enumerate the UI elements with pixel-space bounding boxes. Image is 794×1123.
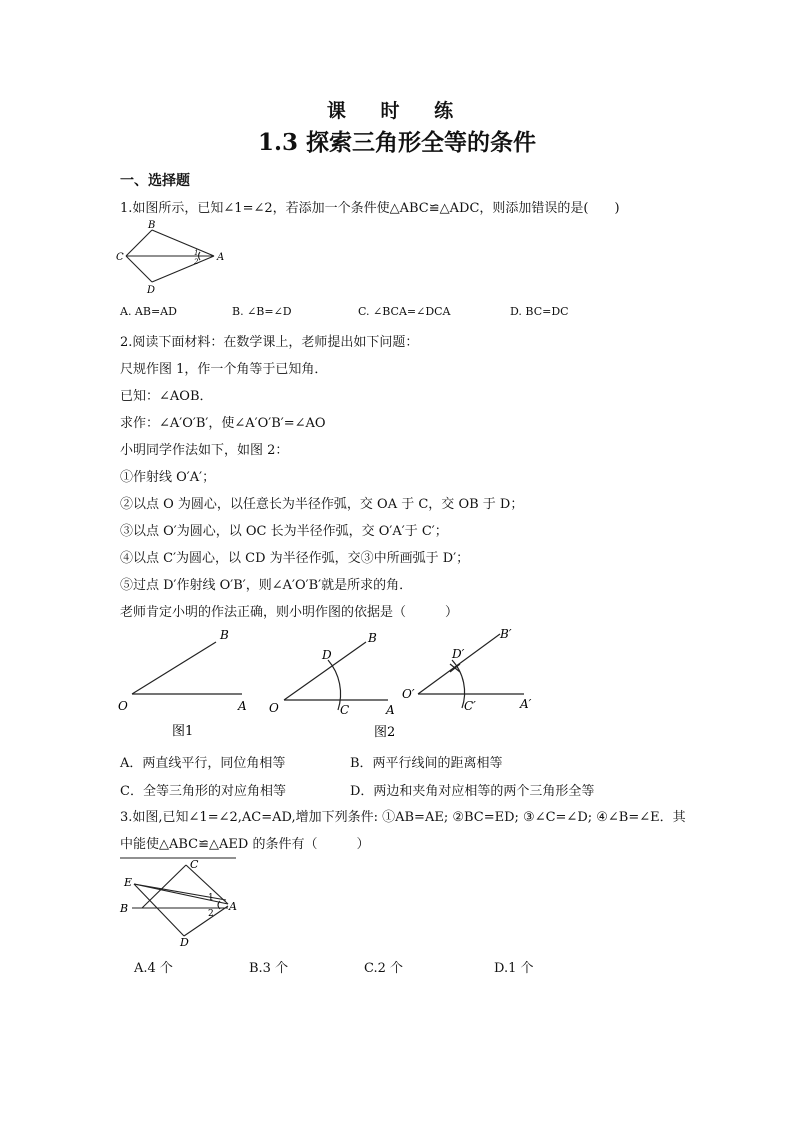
q1-option-a: A. AB=AD [120, 305, 177, 318]
fig3-label-o: O′ [402, 687, 415, 701]
q2-line: ②以点 O 为圆心，以任意长为半径作弧，交 OA 于 C，交 OB 于 D； [120, 497, 524, 512]
q2-option-d: D．两边和夹角对应相等的两个三角形全等 [350, 784, 595, 799]
worksheet-title: 1.3 探索三角形全等的条件 [257, 129, 537, 156]
fig1-label-a: A [238, 699, 247, 713]
q3-label-e: E [124, 876, 133, 889]
q2-line: 小明同学作法如下，如图 2： [120, 443, 289, 458]
q1-option-b: B. ∠B=∠D [232, 305, 292, 318]
q1-option-c: C. ∠BCA=∠DCA [358, 305, 451, 318]
q2-option-a: A．两直线平行，同位角相等 [120, 756, 286, 771]
q2-line: 已知：∠AOB． [120, 389, 213, 404]
q1-label-1: 1 [194, 249, 199, 257]
q3-label-d: D [180, 936, 189, 949]
q3-label-a: A [229, 900, 237, 913]
fig2-label-a: A [386, 703, 395, 717]
q2-line: 老师肯定小明的作法正确，则小明作图的依据是（ ） [120, 605, 459, 620]
q1-label-b: B [148, 220, 156, 231]
q1-figure [114, 218, 230, 296]
q2-line: ③以点 O′为圆心，以 OC 长为半径作弧，交 O′A′于 C′； [120, 524, 448, 539]
fig1-label-b: B [220, 628, 229, 642]
fig2-label-o: O [269, 701, 279, 715]
q2-figure-2 [266, 624, 406, 742]
q1-label-d: D [147, 285, 156, 296]
fig3-label-b: B′ [500, 627, 512, 641]
q3-option-d: D.1 个 [494, 961, 534, 976]
fig1-label-o: O [118, 699, 128, 713]
q2-line: 2.阅读下面材料：在数学课上，老师提出如下问题： [120, 335, 419, 350]
fig2-label-d: D [322, 648, 332, 662]
q2-option-c: C．全等三角形的对应角相等 [120, 784, 286, 799]
q1-label-a: A [217, 252, 225, 263]
q3-option-c: C.2 个 [364, 961, 404, 976]
q3-label-2: 2 [208, 909, 214, 919]
q2-line: ④以点 C′为圆心，以 CD 为半径作弧，交③中所画弧于 D′； [120, 551, 470, 566]
q3-label-1: 1 [208, 893, 214, 903]
fig2-caption: 图2 [374, 725, 396, 740]
q3-label-c: C [190, 858, 199, 871]
q3-option-b: B.3 个 [249, 961, 289, 976]
fig3-label-a: A′ [520, 697, 532, 711]
section-heading: 一、选择题 [120, 173, 190, 189]
q1-option-d: D. BC=DC [510, 305, 569, 318]
fig3-label-c: C′ [464, 699, 476, 713]
q2-line: ⑤过点 D′作射线 O′B′，则∠A′O′B′就是所求的角． [120, 578, 413, 593]
q1-stem: 1.如图所示，已知∠1=∠2，若添加一个条件使△ABC≌△ADC，则添加错误的是( ) [120, 201, 620, 216]
q1-label-2: 2 [194, 258, 199, 266]
q3-line: 3.如图,已知∠1=∠2,AC=AD,增加下列条件: ①AB=AE; ②BC=ED; ③∠C=∠D; ④∠B=∠E．其 [120, 810, 686, 825]
q2-figure-1 [114, 624, 264, 742]
q3-option-a: A.4 个 [134, 961, 173, 976]
q3-figure [116, 852, 240, 950]
q1-label-c: C [116, 252, 124, 263]
fig2-label-c: C [340, 703, 350, 717]
worksheet-subtitle: 课 时 练 [326, 100, 468, 122]
q2-line: ①作射线 O′A′； [120, 470, 216, 485]
fig3-label-d: D′ [452, 647, 465, 661]
fig2-label-b: B [368, 631, 377, 645]
q2-figure-3 [400, 624, 540, 724]
fig1-caption: 图1 [172, 724, 194, 739]
q3-line: 中能使△ABC≌△AED 的条件有（ ） [120, 837, 370, 852]
q2-line: 尺规作图 1，作一个角等于已知角． [120, 362, 328, 377]
q3-label-b: B [120, 902, 129, 915]
q2-line: 求作：∠A′O′B′，使∠A′O′B′=∠AO [120, 416, 326, 431]
q2-option-b: B．两平行线间的距离相等 [350, 756, 503, 771]
